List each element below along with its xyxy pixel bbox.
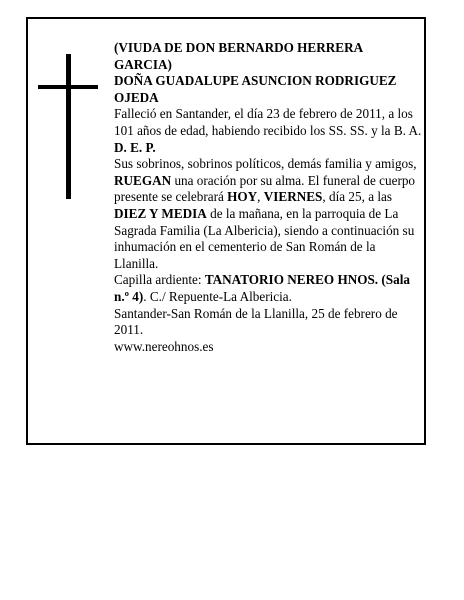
widow-of-line: (VIUDA DE DON BERNARDO HERRERA GARCIA) [114, 40, 363, 72]
place-date-line: Santander-San Román de la Llanilla, 25 de febrero de 2011. [114, 305, 398, 338]
obituary-text [114, 40, 422, 355]
cross-horizontal-bar [38, 85, 98, 89]
cross-vertical-bar [66, 54, 71, 199]
funeral-paragraph: RUEGAN una oración por su alma. El funeral de cuerpo presente se celebrará HOY, VIERNES, día 25, a las DIEZ Y MEDIA de la mañana, en la parroquia de La Sagrada Familia (La Albericia), siendo a continuación su inhumación en el cementerio de San Román de la Llanilla. [114, 172, 416, 271]
chapel-line: Capilla ardiente: TANATORIO NEREO HNOS. (Sala n.º 4). C./ Repuente-La Albericia. [114, 272, 410, 304]
latin-cross-icon [38, 54, 98, 199]
family-line: Sus sobrinos, sobrinos políticos, demás familia y amigos, [114, 156, 417, 172]
death-announcement: Falleció en Santander, el día 23 de febrero de 2011, a los 101 años de edad, habiendo recibido los SS. SS. y la B. A. [114, 106, 422, 138]
website-link[interactable]: www.nereohnos.es [114, 338, 214, 354]
dep-line: D. E. P. [114, 139, 156, 155]
deceased-name: DOÑA GUADALUPE ASUNCION RODRIGUEZ OJEDA [114, 73, 397, 105]
